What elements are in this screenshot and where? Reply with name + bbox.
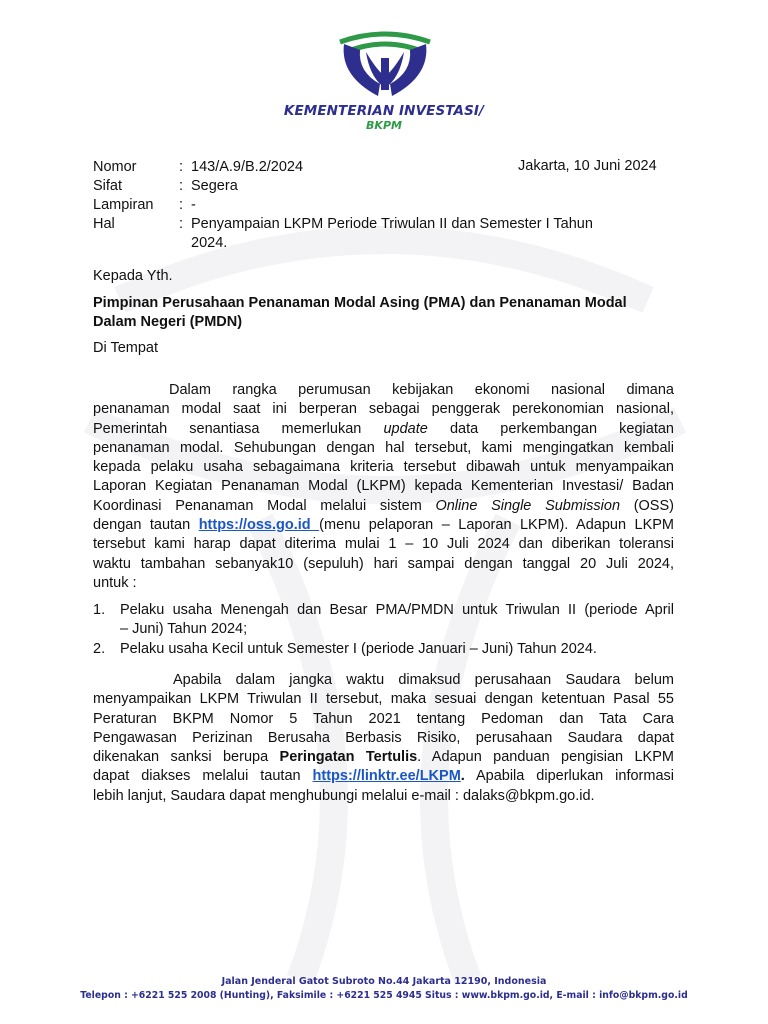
text: data perkembangan kegiatan (427, 420, 674, 437)
list-item (93, 601, 674, 640)
recipient-name-line1: Pimpinan Perusahaan Penanaman Modal Asing (PMA) dan Penanaman Modal (93, 295, 627, 311)
paragraph-line: Apabila dalam jangka waktu dimaksud perusahaan Saudara belum (173, 672, 674, 688)
list-item (93, 640, 674, 659)
paragraph-line (93, 748, 674, 767)
list-line: Pelaku usaha Kecil untuk Semester I (periode Januari – Juni) Tahun 2024. (120, 640, 597, 657)
meta-colon: : (179, 216, 184, 232)
meta-colon: : (179, 159, 184, 175)
text: Apabila diperlukan informasi (464, 768, 674, 785)
meta-colon: : (179, 197, 184, 213)
footer-contact: Telepon : +6221 525 2008 (Hunting), Faksimile : +6221 525 4945 Situs : www.bkpm.go.id, E-mail : info@bkpm.go.id (80, 990, 688, 1001)
meta-sifat-label: Sifat (93, 178, 123, 194)
paragraph-line (93, 497, 674, 516)
bold-dot: . (460, 768, 465, 785)
oss-link[interactable]: https://oss.go.id (198, 517, 320, 534)
text: dikenakan sanksi berupa (93, 749, 280, 766)
paragraph-line: waktu tambahan sebanyak10 (sepuluh) hari sampai dengan tanggal 20 Juli 2024, (93, 555, 674, 572)
paragraph-line (93, 767, 674, 786)
meta-lampiran-label: Lampiran (93, 197, 154, 213)
italic-term: Online Single Submission (435, 497, 621, 514)
list-number: 1. (93, 602, 106, 618)
meta-hal-value-cont: 2024. (191, 235, 228, 251)
recipient-location: Di Tempat (93, 340, 159, 356)
italic-term: update (383, 420, 428, 437)
recipient-name-line2: Dalam Negeri (PMDN) (93, 314, 243, 330)
text: Pemerintah senantiasa memerlukan (93, 420, 384, 437)
list-line: – Juni) Tahun 2024; (120, 621, 248, 638)
paragraph-line: tersebut kami harap dapat diterima mulai 1 – 10 Juli 2024 dan diberikan toleransi (93, 536, 674, 553)
text: dengan tautan (93, 517, 199, 534)
text: Koordinasi Penanaman Modal melalui sistem (93, 497, 436, 514)
paragraph-line: lebih lanjut, Saudara dapat menghubungi melalui e-mail : dalaks@bkpm.go.id. (93, 787, 595, 804)
paragraph-line: kepada pelaku usaha sebagaimana kriteria tersebut dibawah untuk menyampaikan (93, 459, 674, 476)
body-paragraph-1 (93, 381, 674, 593)
list-line: Pelaku usaha Menengah dan Besar PMA/PMDN untuk Triwulan II (periode April (120, 602, 674, 618)
criteria-list (93, 601, 674, 659)
text: (menu pelaporan – Laporan LKPM). Adapun LKPM (319, 517, 674, 534)
meta-hal-label: Hal (93, 216, 115, 232)
paragraph-line: untuk : (93, 574, 137, 591)
meta-nomor-value: 143/A.9/B.2/2024 (191, 159, 304, 175)
paragraph-line: Pengawasan Perizinan Berusaha Berbasis Risiko, perusahaan Saudara dapat (93, 729, 674, 746)
place-date: Jakarta, 10 Juni 2024 (518, 158, 657, 174)
meta-lampiran-value: - (191, 197, 196, 213)
paragraph-line (93, 420, 674, 439)
list-number: 2. (93, 640, 106, 657)
ministry-abbreviation: BKPM (366, 119, 402, 132)
text: (OSS) (620, 497, 674, 514)
text: dapat diakses melalui tautan (93, 768, 313, 785)
meta-hal-value: Penyampaian LKPM Periode Triwulan II dan Semester I Tahun (191, 216, 593, 232)
paragraph-line: Laporan Kegiatan Penanaman Modal (LKPM) kepada Kementerian Investasi/ Badan (93, 478, 674, 495)
meta-colon: : (179, 178, 184, 194)
paragraph-line: penanaman modal saat ini berperan sebagai penggerak perekonomian nasional, (93, 401, 674, 418)
salutation: Kepada Yth. (93, 268, 173, 284)
meta-sifat-value: Segera (191, 178, 238, 194)
paragraph-line (93, 516, 674, 535)
paragraph-line: penanaman modal. Sehubungan dengan hal tersebut, kami mengingatkan kembali (93, 439, 674, 456)
paragraph-line: menyampaikan LKPM Triwulan II tersebut, maka sesuai dengan ketentuan Pasal 55 (93, 691, 674, 708)
footer-address: Jalan Jenderal Gatot Subroto No.44 Jakarta 12190, Indonesia (221, 976, 547, 987)
paragraph-line: Peraturan BKPM Nomor 5 Tahun 2021 tentang Pedoman dan Tata Cara (93, 710, 674, 727)
ministry-logo-icon (330, 28, 440, 98)
meta-nomor-label: Nomor (93, 159, 137, 175)
text: . Adapun panduan pengisian LKPM (417, 749, 674, 766)
ministry-name: KEMENTERIAN INVESTASI/ (283, 103, 485, 119)
body-paragraph-2 (93, 671, 674, 806)
linktree-link[interactable]: https://linktr.ee/LKPM (312, 768, 461, 785)
bold-term: Peringatan Tertulis (279, 749, 418, 766)
paragraph-line: Dalam rangka perumusan kebijakan ekonomi nasional dimana (169, 382, 674, 398)
